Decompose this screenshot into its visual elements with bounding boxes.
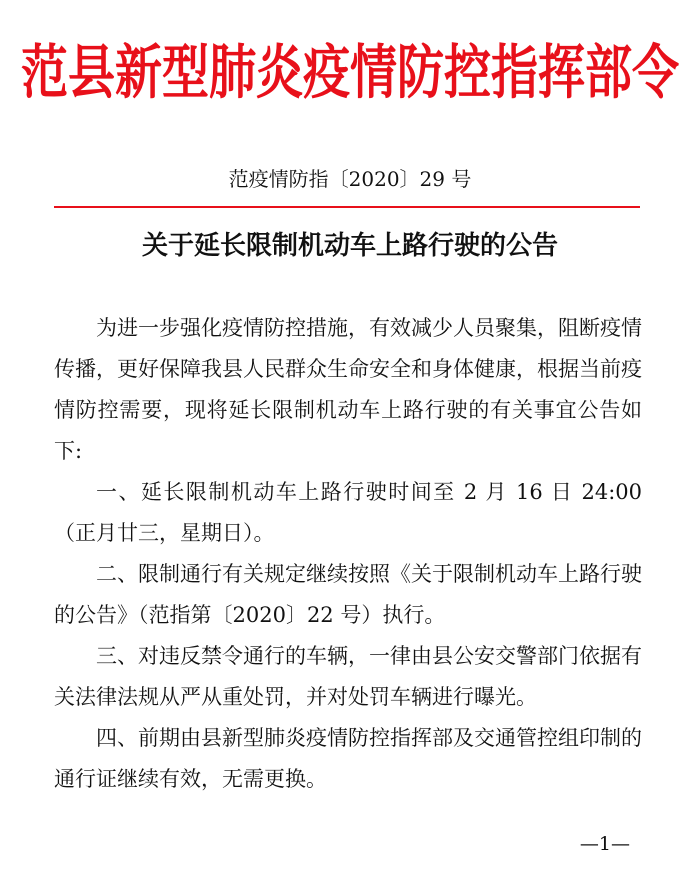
masthead-title: 范县新型肺炎疫情防控指挥部令 xyxy=(21,38,679,108)
red-divider-line xyxy=(54,206,640,208)
announcement-body xyxy=(54,308,642,800)
body-paragraph-item-3: 三、对违反禁令通行的车辆，一律由县公安交警部门依据有关法律法规从严从重处罚，并对处罚车辆进行曝光。 xyxy=(54,644,642,709)
document-number: 范疫情防指〔2020〕29 号 xyxy=(228,167,472,191)
body-paragraph-item-4: 四、前期由县新型肺炎疫情防控指挥部及交通管控组印制的通行证继续有效，无需更换。 xyxy=(54,726,642,791)
page-number: —1— xyxy=(579,833,630,855)
body-paragraph-intro: 为进一步强化疫情防控措施，有效减少人员聚集，阻断疫情传播，更好保障我县人民群众生命安全和身体健康，根据当前疫情防控需要，现将延长限制机动车上路行驶的有关事宜公告如下: xyxy=(54,316,642,463)
announcement-title: 关于延长限制机动车上路行驶的公告 xyxy=(141,231,558,261)
body-paragraph-item-1: 一、延长限制机动车上路行驶时间至 2 月 16 日 24:00（正月廿三，星期日）。 xyxy=(54,480,642,545)
body-paragraph-item-2: 二、限制通行有关规定继续按照《关于限制机动车上路行驶的公告》（范指第〔2020〕22 号）执行。 xyxy=(54,562,642,627)
